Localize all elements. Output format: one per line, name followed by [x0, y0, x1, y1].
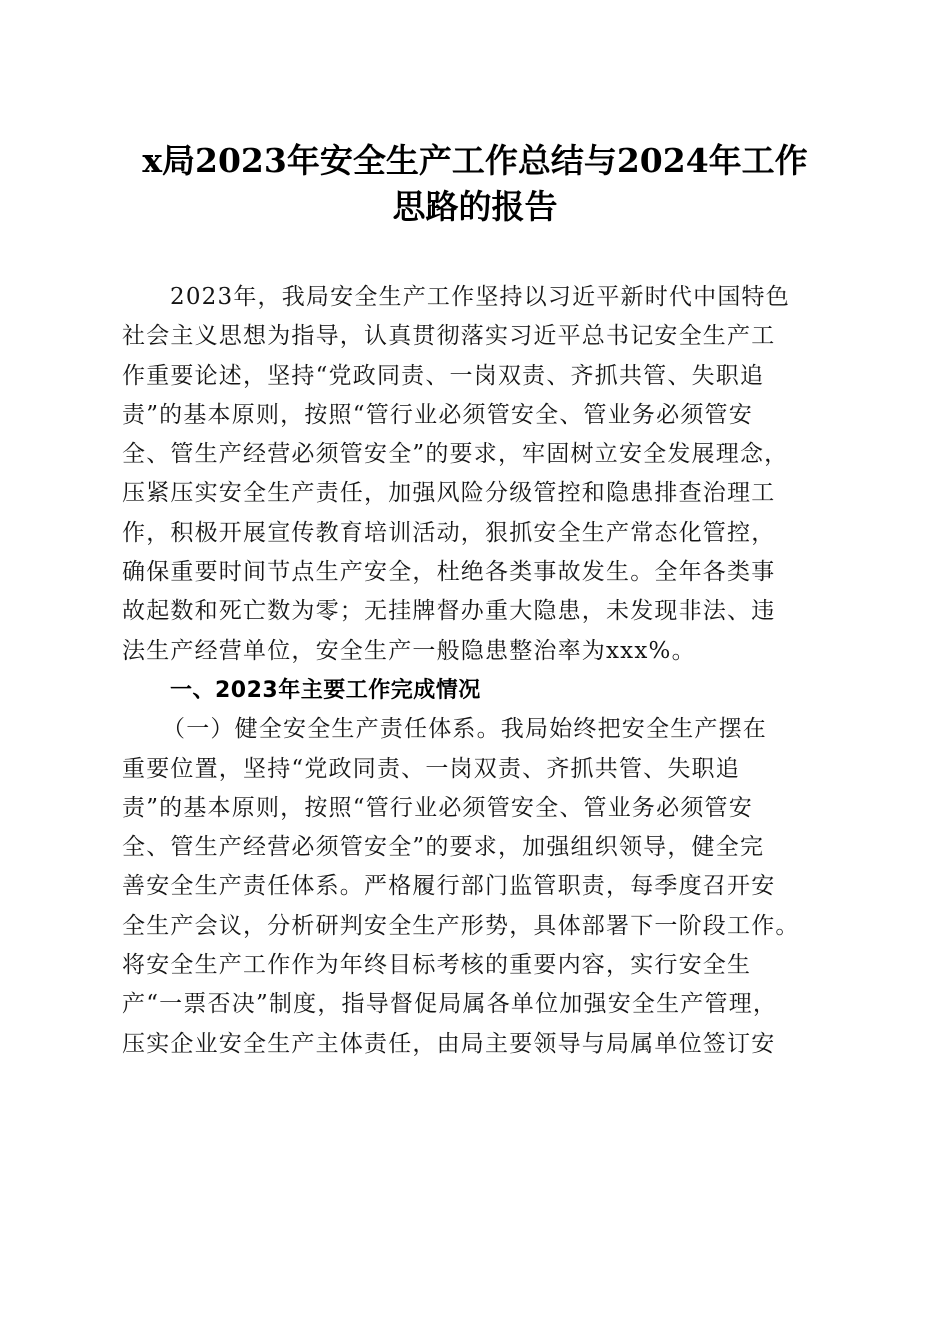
intro-line: 责”的基本原则，按照“管行业必须管安全、管业务必须管安	[122, 401, 753, 428]
intro-line: 确保重要时间节点生产安全，杜绝各类事故发生。全年各类事	[122, 559, 776, 586]
section-heading: 一、2023年主要工作完成情况	[170, 677, 481, 703]
subsection-line: 全生产会议，分析研判安全生产形势，具体部署下一阶段工作。	[122, 912, 800, 939]
intro-line: 作，积极开展宣传教育培训活动，狠抓安全生产常态化管控，	[122, 519, 776, 546]
intro-line: 法生产经营单位，安全生产一般隐患整治率为xxx%。	[122, 637, 696, 664]
subsection-line: 善安全生产责任体系。严格履行部门监管职责，每季度召开安	[122, 873, 776, 900]
document-title	[100, 138, 850, 230]
intro-line: 压紧压实安全生产责任，加强风险分级管控和隐患排查治理工	[122, 480, 776, 507]
subsection-line: 责”的基本原则，按照“管行业必须管安全、管业务必须管安	[122, 794, 753, 821]
subsection-line: （一）健全安全生产责任体系。我局始终把安全生产摆在	[162, 716, 767, 743]
intro-line: 2023年，我局安全生产工作坚持以习近平新时代中国特色	[170, 284, 790, 310]
intro-line: 故起数和死亡数为零；无挂牌督办重大隐患，未发现非法、违	[122, 598, 776, 625]
subsection-line: 压实企业安全生产主体责任，由局主要领导与局属单位签订安	[122, 1030, 776, 1057]
title-line-2: 思路的报告	[392, 187, 558, 226]
subsection-line: 产“一票否决”制度，指导督促局属各单位加强安全生产管理，	[122, 991, 778, 1018]
subsection-line: 重要位置，坚持“党政同责、一岗双责、齐抓共管、失职追	[122, 755, 740, 782]
subsection-line: 全、管生产经营必须管安全”的要求，加强组织领导，健全完	[122, 834, 765, 861]
intro-line: 作重要论述，坚持“党政同责、一岗双责、齐抓共管、失职追	[122, 362, 765, 389]
document-body	[122, 278, 828, 1064]
title-line-1: x局2023年安全生产工作总结与2024年工作	[142, 141, 808, 180]
subsection-line: 将安全生产工作作为年终目标考核的重要内容，实行安全生	[122, 952, 752, 979]
intro-line: 社会主义思想为指导，认真贯彻落实习近平总书记安全生产工	[122, 323, 776, 350]
intro-line: 全、管生产经营必须管安全”的要求，牢固树立安全发展理念，	[122, 441, 789, 468]
